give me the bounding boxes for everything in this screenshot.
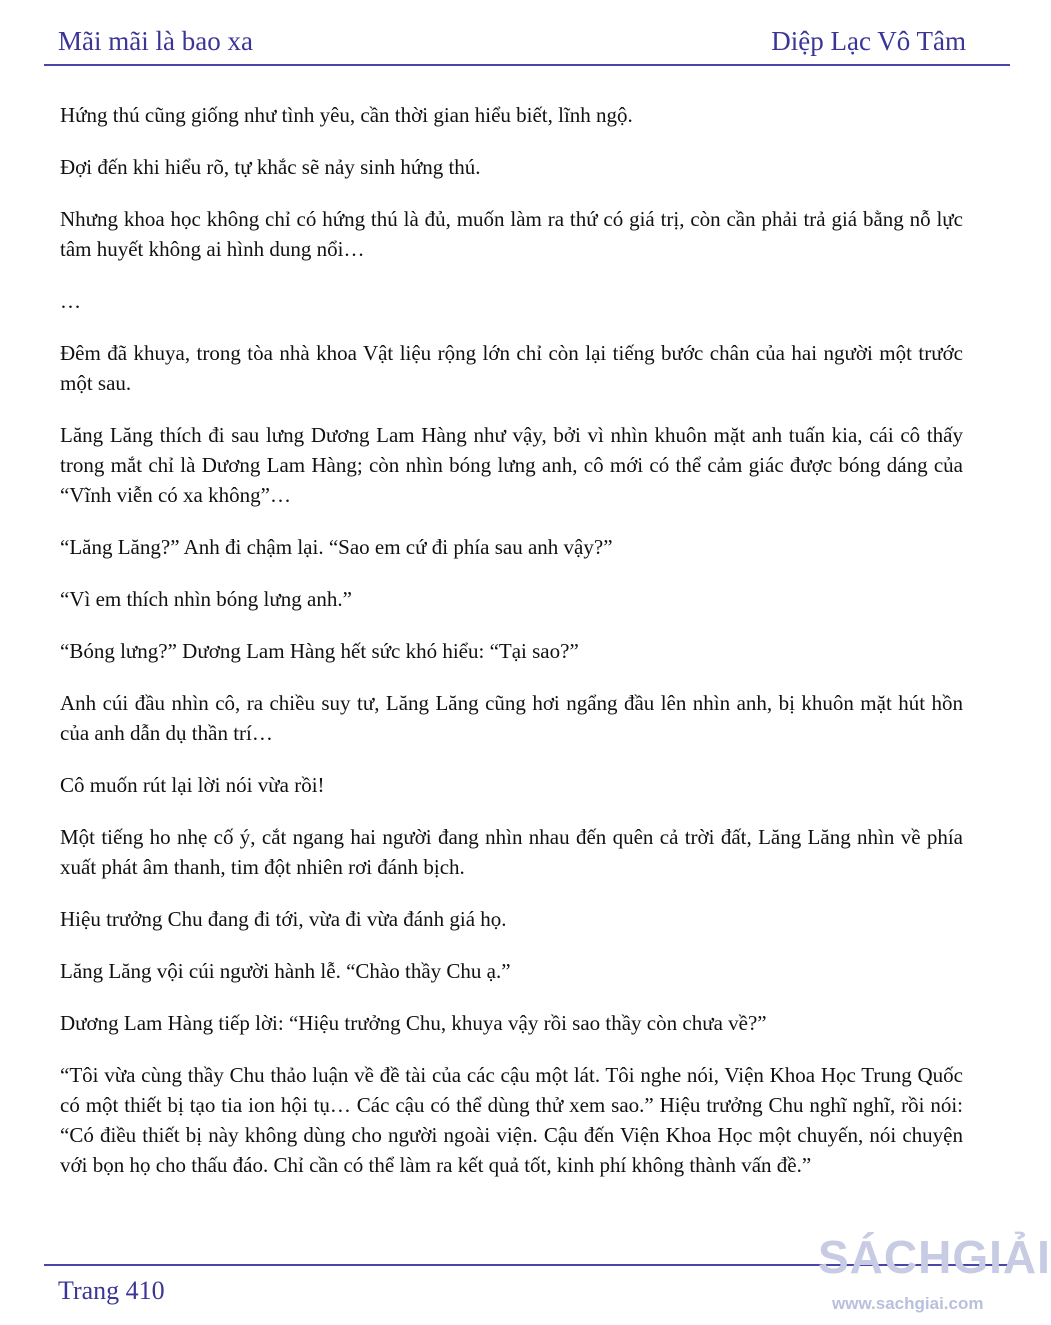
paragraph: Lăng Lăng vội cúi người hành lễ. “Chào thầy Chu ạ.” [60,959,511,983]
book-title: Mãi mãi là bao xa [58,26,253,56]
page-body [60,100,963,1202]
header-divider [44,64,1010,66]
paragraph: Hiệu trưởng Chu đang đi tới, vừa đi vừa đánh giá họ. [60,907,507,931]
page-number: Trang 410 [58,1276,165,1305]
paragraph: “Tôi vừa cùng thầy Chu thảo luận về đề tài của các cậu một lát. Tôi nghe nói, Viện Khoa Học Trung Quốc có một thiết bị tạo tia ion hội tụ… Các cậu có thể dùng thử xem sao.” Hiệu trưởng Chu nghĩ nghĩ, rồi nói: “Có điều thiết bị này không dùng cho người ngoài viện. Cậu đến Viện Khoa Học một chuyến, nói chuyện với bọn họ cho thấu đáo. Chỉ cần có thể làm ra kết quả tốt, kinh phí không thành vấn đề.” [60,1063,963,1177]
paragraph: Đêm đã khuya, trong tòa nhà khoa Vật liệu rộng lớn chỉ còn lại tiếng bước chân của hai người một trước một sau. [60,341,963,395]
paragraph: “Vì em thích nhìn bóng lưng anh.” [60,587,352,611]
watermark-logo-text: SÁCHGIẢI [818,1231,1051,1283]
paragraph: Hứng thú cũng giống như tình yêu, cần thời gian hiểu biết, lĩnh ngộ. [60,103,633,127]
watermark-url: www.sachgiai.com [832,1294,984,1313]
paragraph: Lăng Lăng thích đi sau lưng Dương Lam Hàng như vậy, bởi vì nhìn khuôn mặt anh tuấn kia, cái cô thấy trong mắt chỉ là Dương Lam Hàng; còn nhìn bóng lưng anh, cô mới có thể cảm giác được bóng dáng của “Vĩnh viễn có xa không”… [60,423,963,507]
paragraph: Nhưng khoa học không chỉ có hứng thú là đủ, muốn làm ra thứ có giá trị, còn cần phải trả giá bằng nỗ lực tâm huyết không ai hình dung nổi… [60,207,963,261]
watermark-logo [818,1228,1051,1323]
paragraph: Cô muốn rút lại lời nói vừa rồi! [60,773,325,797]
paragraph: Đợi đến khi hiểu rõ, tự khắc sẽ nảy sinh hứng thú. [60,155,481,179]
paragraph: … [60,289,81,313]
paragraph: Dương Lam Hàng tiếp lời: “Hiệu trưởng Chu, khuya vậy rồi sao thầy còn chưa về?” [60,1011,767,1035]
paragraph: “Bóng lưng?” Dương Lam Hàng hết sức khó hiểu: “Tại sao?” [60,639,579,663]
paragraph: Một tiếng ho nhẹ cố ý, cắt ngang hai người đang nhìn nhau đến quên cả trời đất, Lăng Lăng nhìn về phía xuất phát âm thanh, tim đột nhiên rơi đánh bịch. [60,825,963,879]
paragraph: “Lăng Lăng?” Anh đi chậm lại. “Sao em cứ đi phía sau anh vậy?” [60,535,613,559]
paragraph: Anh cúi đầu nhìn cô, ra chiều suy tư, Lăng Lăng cũng hơi ngẩng đầu lên nhìn anh, bị khuôn mặt hút hồn của anh dẫn dụ thần trí… [60,691,963,745]
author-name: Diệp Lạc Vô Tâm [771,26,966,56]
page-header [0,0,1024,68]
